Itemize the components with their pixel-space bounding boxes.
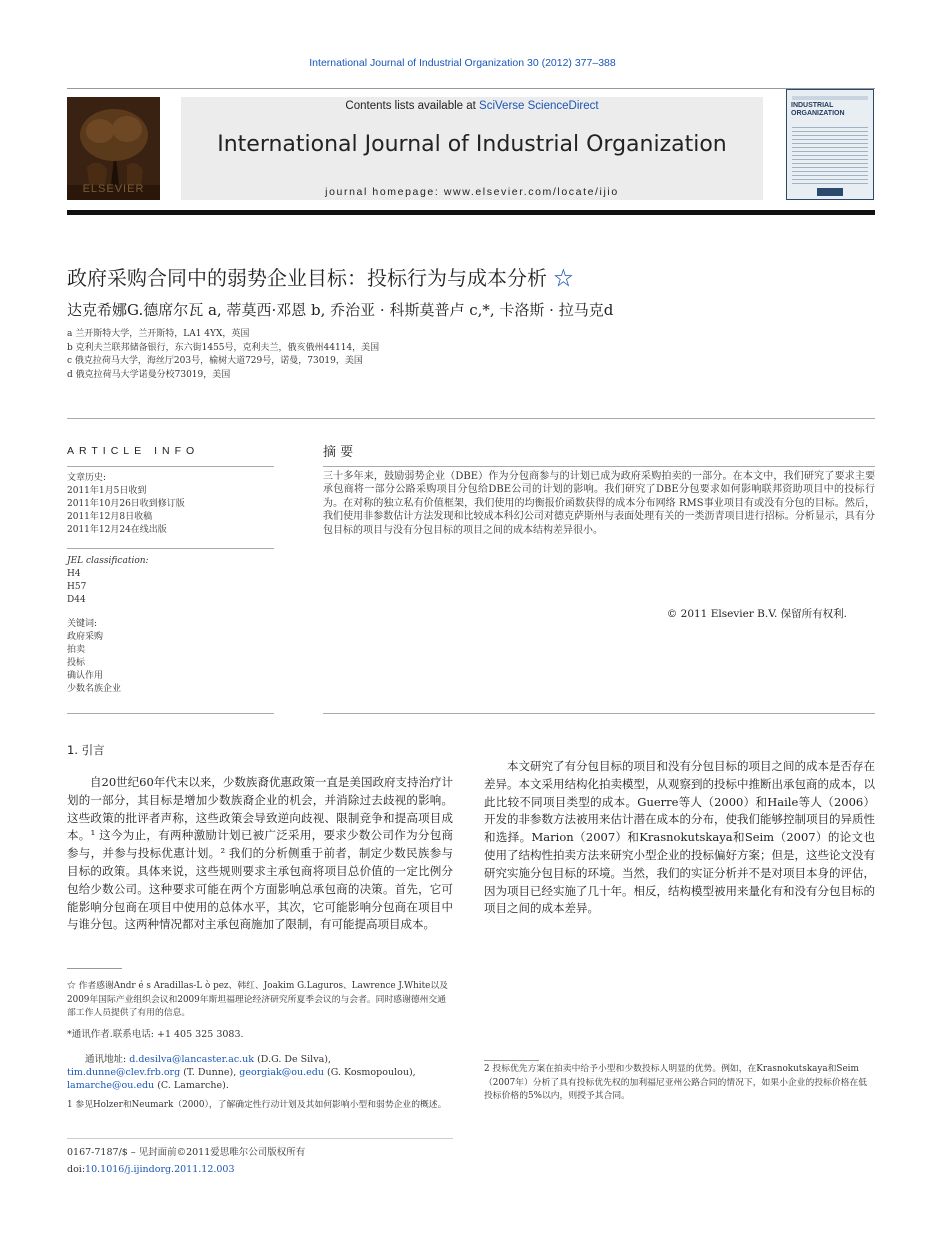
- divider: [323, 466, 875, 467]
- journal-cover-thumbnail: [786, 89, 874, 200]
- keywords: [67, 618, 121, 696]
- keywords-label: 关键词:: [67, 619, 98, 629]
- sciencedirect-link[interactable]: SciVerse ScienceDirect: [479, 100, 599, 112]
- copyright-notice: © 2011 Elsevier B.V. 保留所有权利.: [666, 608, 847, 620]
- contents-line: Contents lists available at SciVerse ScienceDirect: [345, 100, 599, 112]
- history-revised: 2011年10月26日收到修订版: [67, 499, 185, 509]
- keyword: 少数名族企业: [67, 684, 122, 694]
- affiliation-c: c 俄克拉荷马大学，海丝厅203号，榆树大道729号，诺曼，73019，美国: [67, 356, 363, 366]
- email-link[interactable]: d.desilva@lancaster.ac.uk: [129, 1054, 255, 1065]
- affiliation-b: b 克利夫兰联邦储备银行，东六街1455号，克利夫兰，俄亥俄州44114，美国: [67, 343, 380, 353]
- history-label: 文章历史:: [67, 473, 107, 483]
- author-list: 达克希娜G.德席尔瓦 a, 蒂莫西·邓恩 b, 乔治亚 · 科斯莫普卢 c,*, 卡洛斯 · 拉马克d: [67, 301, 614, 319]
- divider: [67, 548, 274, 549]
- intro-paragraph-left: 自20世纪60年代末以来，少数族裔优惠政策一直是美国政府支持治疗计划的一部分，其目标是增加少数族裔企业的机会，并消除过去歧视的影响。这些政策的批评者声称，这些政策会导致逆向歧视、限制竞争和提高项目成本。¹ 这今为止，有两种激励计划已被广泛采用，要求少数公司作为分包商参与，并参与投标优惠计划。² 我们的分析侧重于前者，制定少数民族参与目标的政策。具体来说，这些规则要求主承包商将项目总价值的一定比例分包给少数公司。这种要求可能在两个方面影响总承包商的决策。首先，它可能影响分包商在项目中使用的总体水平，其次，它可能影响分包商在项目中与谁分包。这两种情况都对主承包商施加了限制，有可能提高项目成本。: [67, 775, 453, 932]
- email-owner: (C. Lamarche).: [157, 1080, 229, 1091]
- footnote-corresponding: *通讯作者.联系电话: +1 405 325 3083.: [67, 1029, 244, 1040]
- history-received: 2011年1月5日收到: [67, 486, 147, 496]
- article-info-heading: ARTICLE INFO: [67, 445, 200, 457]
- intro-paragraph-right: 本文研究了有分包目标的项目和没有分包目标的项目之间的成本是否存在差异。本文采用结构化拍卖模型，从观察到的投标中推断出承包商的成本，以此比较不同项目类型的成本。Guerre等人（2000）和Haile等人（2006）开发的非参数方法被用来估计潜在成本的分布，使我们能够控制项目的异质性和选择。Marion（2007）和Krasnokutskaya和Seim（2007）的论文也使用了结构性拍卖方法来研究小型企业的投标偏好方案；但是，这些论文没有研究实施分包目标的环境。当然，我们的实证分析并不是对项目本身的评估，因为项目已经实施了几十年。相反，结构模型被用来量化有和没有分包目标的项目之间的成本差异。: [484, 759, 875, 916]
- elsevier-logo: [67, 97, 160, 200]
- footnote-rule: [484, 1060, 539, 1061]
- footnote-rule: [67, 968, 122, 969]
- affiliation-a: a 兰开斯特大学，兰开斯特，LA1 4YX，英国: [67, 329, 250, 339]
- jel-code: H57: [67, 582, 87, 592]
- history-accepted: 2011年12月8日收稿: [67, 512, 153, 522]
- jel-code: H4: [67, 569, 81, 579]
- affiliation-d: d 俄克拉荷马大学诺曼分校73019，美国: [67, 370, 231, 380]
- keyword: 确认作用: [67, 671, 104, 681]
- email-owner: (T. Dunne),: [183, 1067, 237, 1078]
- title-star-icon[interactable]: ☆: [553, 266, 574, 290]
- divider: [323, 713, 875, 714]
- divider: [67, 1138, 453, 1139]
- email-label: 通讯地址:: [85, 1054, 127, 1065]
- divider: [67, 418, 875, 419]
- divider: [67, 713, 274, 714]
- email-owner: (D.G. De Silva),: [257, 1054, 331, 1065]
- divider: [67, 466, 274, 467]
- keyword: 政府采购: [67, 632, 104, 642]
- history-online: 2011年12月24在线出版: [67, 525, 167, 535]
- article-history: [67, 472, 185, 537]
- jel-classification: [67, 555, 149, 607]
- header-thick-rule: [67, 210, 875, 215]
- journal-homepage[interactable]: journal homepage: www.elsevier.com/locate/ijio: [325, 186, 619, 198]
- doi-line: doi:10.1016/j.ijindorg.2011.12.003: [67, 1164, 235, 1175]
- keyword: 拍卖: [67, 645, 86, 655]
- keyword: 投标: [67, 658, 86, 668]
- email-owner: (G. Kosmopoulou),: [326, 1067, 416, 1078]
- abstract-heading: 摘 要: [323, 445, 354, 460]
- issn-line: 0167-7187/$ – 见封面前©2011爱思唯尔公司版权所有: [67, 1147, 306, 1158]
- jel-code: D44: [67, 595, 86, 605]
- cover-title: INDUSTRIAL ORGANIZATION: [791, 102, 845, 117]
- doi-link[interactable]: 10.1016/j.ijindorg.2011.12.003: [85, 1164, 235, 1175]
- email-link[interactable]: georgiak@ou.edu: [239, 1067, 324, 1078]
- footnote-acknowledgement: ☆ 作者感谢Andr é s Aradillas-L ò pez、韩红、Joakim G.Laguros、Lawrence J.White以及2009年国际产业组织会议和2009年斯坦福理论经济研究所夏季会议的与会者。同时感谢德州交通部工作人员提供了有用的信息。: [67, 981, 448, 1018]
- journal-reference[interactable]: International Journal of Industrial Organization 30 (2012) 377–388: [309, 57, 616, 69]
- elsevier-wordmark: ELSEVIER: [82, 183, 145, 195]
- email-link[interactable]: lamarche@ou.edu: [67, 1080, 155, 1091]
- footnote-emails: [67, 1053, 453, 1092]
- header-rule: [67, 88, 875, 89]
- article-title: 政府采购合同中的弱势企业目标：投标行为与成本分析 ☆: [67, 266, 574, 290]
- footnote-1: 1 参见Holzer和Neumark（2000），了解确定性行动计划及其如何影响小型和弱势企业的概述。: [67, 1100, 447, 1110]
- journal-title: International Journal of Industrial Organization: [217, 132, 727, 157]
- email-link[interactable]: tim.dunne@clev.frb.org: [67, 1067, 181, 1078]
- abstract-text: 三十多年来，鼓励弱势企业（DBE）作为分包商参与的计划已成为政府采购拍卖的一部分。在本文中，我们研究了要求主要承包商将一部分公路采购项目分包给DBE公司的计划的影响。我们研究了DBE分包要求如何影响联邦资助项目中的投标行为。在对称的独立私有价值框架，我们使用的均衡报价函数获得的成本分布网络 RMS事业项目有或没有分包的目标。然后，我们使用非参数估计方法发现和比较成本科幻公司对德克萨斯州与表面处理有关的一类沥青项目进行招标。分析显示，具有分包目标的项目与没有分包目标的项目之间的成本结构差异很小。: [323, 471, 875, 536]
- jel-label: JEL classification:: [67, 556, 149, 566]
- section-heading-introduction: 1. 引言: [67, 743, 105, 757]
- footnote-2: 2 投标优先方案在拍卖中给予小型和少数投标人明显的优势。例如，在Krasnokutskaya和Seim（2007年）分析了具有投标优先权的加利福尼亚州公路合同的情况下，如果小企业的投标价格在低投标价格的5%以内，则授予其合同。: [484, 1064, 868, 1101]
